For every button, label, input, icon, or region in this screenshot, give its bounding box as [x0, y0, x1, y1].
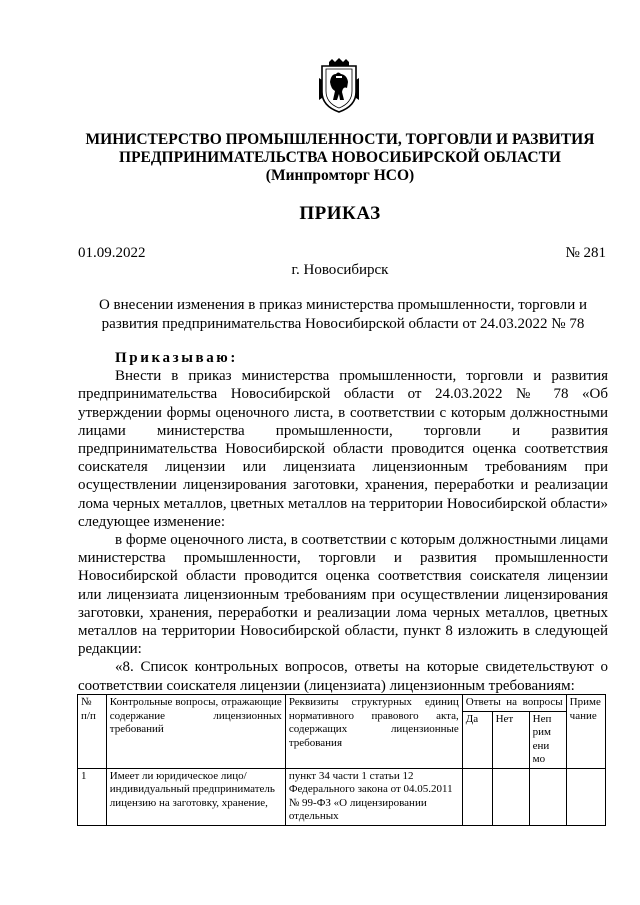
- row-no-cell: [492, 768, 529, 825]
- header-number: № п/п: [78, 695, 107, 769]
- row-number: 1: [78, 768, 107, 825]
- ministry-header: [60, 131, 620, 185]
- document-body: [78, 349, 608, 695]
- ministry-name-line1: МИНИСТЕРСТВО ПРОМЫШЛЕННОСТИ, ТОРГОВЛИ И РАЗВИТИЯ: [85, 131, 595, 148]
- row-na-cell: [529, 768, 566, 825]
- row-yes-cell: [462, 768, 492, 825]
- checklist-table: [77, 694, 606, 826]
- ministry-name-line2: ПРЕДПРИНИМАТЕЛЬСТВА НОВОСИБИРСКОЙ ОБЛАСТИ: [119, 149, 561, 166]
- ministry-abbreviation: (Минпромторг НСО): [265, 167, 415, 184]
- subject-line1: О внесении изменения в приказ министерства промышленности, торговли и: [98, 297, 588, 313]
- header-note: Приме чание: [566, 695, 605, 769]
- row-question: Имеет ли юридическое лицо/индивидуальный предприниматель лицензию на заготовку, хранение,: [106, 768, 285, 825]
- header-no: Нет: [492, 711, 529, 768]
- subject-line2: развития предпринимательства Новосибирской области от 24.03.2022 № 78: [101, 316, 585, 332]
- document-title: ПРИКАЗ: [299, 203, 381, 224]
- document-date: 01.09.2022: [78, 245, 146, 261]
- order-word: Приказываю:: [115, 350, 238, 366]
- header-yes: Да: [462, 711, 492, 768]
- table-header-row: [78, 695, 606, 712]
- document-subject: [78, 296, 608, 334]
- coat-of-arms-icon: [316, 58, 362, 114]
- header-not-applicable: Неп рим ени мо: [529, 711, 566, 768]
- header-answers: Ответы на вопросы: [462, 695, 566, 712]
- table-row: [78, 768, 606, 825]
- header-questions: Контрольные вопросы, отражающие содержание лицензионных требований: [106, 695, 285, 769]
- body-paragraph-3: «8. Список контрольных вопросов, ответы на которые свидетельствуют о соответствии соискателя лицензии (лицензиата) лицензионным требованиям:: [78, 659, 608, 694]
- body-paragraph-2: в форме оценочного листа, в соответствии с которым должностными лицами министерства промышленности, торговли и развития промышленности Новосибирской области проводится оценка соответствия соискателя лицензии или лицензиата лицензионным требованиям при осуществлении лицензирования заготовки, хранения, переработки и реализации лома черных металлов, цветных металлов на территории Новосибирской области, пункт 8 изложить в следующей редакции:: [78, 532, 608, 658]
- document-number: № 281: [565, 245, 606, 261]
- row-note-cell: [566, 768, 605, 825]
- document-city: г. Новосибирск: [291, 262, 389, 278]
- body-paragraph-1: Внести в приказ министерства промышленности, торговли и развития предпринимательства Новосибирской области от 24.03.2022 № 78 «Об утверждении формы оценочного листа, в соответствии с которым должностными лицами министерства промышленности, торговли и развития предпринимательства Новосибирской области проводится оценка соответствия соискателя лицензии или лицензиата лицензионным требованиям при осуществлении лицензирования заготовки, хранения, переработки и реализации лома черных металлов, цветных металлов на территории Новосибирской области» следующее изменение:: [78, 368, 608, 530]
- header-details: Реквизиты структурных единиц нормативного правового акта, содержащих лицензионные требования: [285, 695, 462, 769]
- row-details: пункт 34 части 1 статьи 12 Федерального закона от 04.05.2011 № 99-ФЗ «О лицензировании отдельных: [285, 768, 462, 825]
